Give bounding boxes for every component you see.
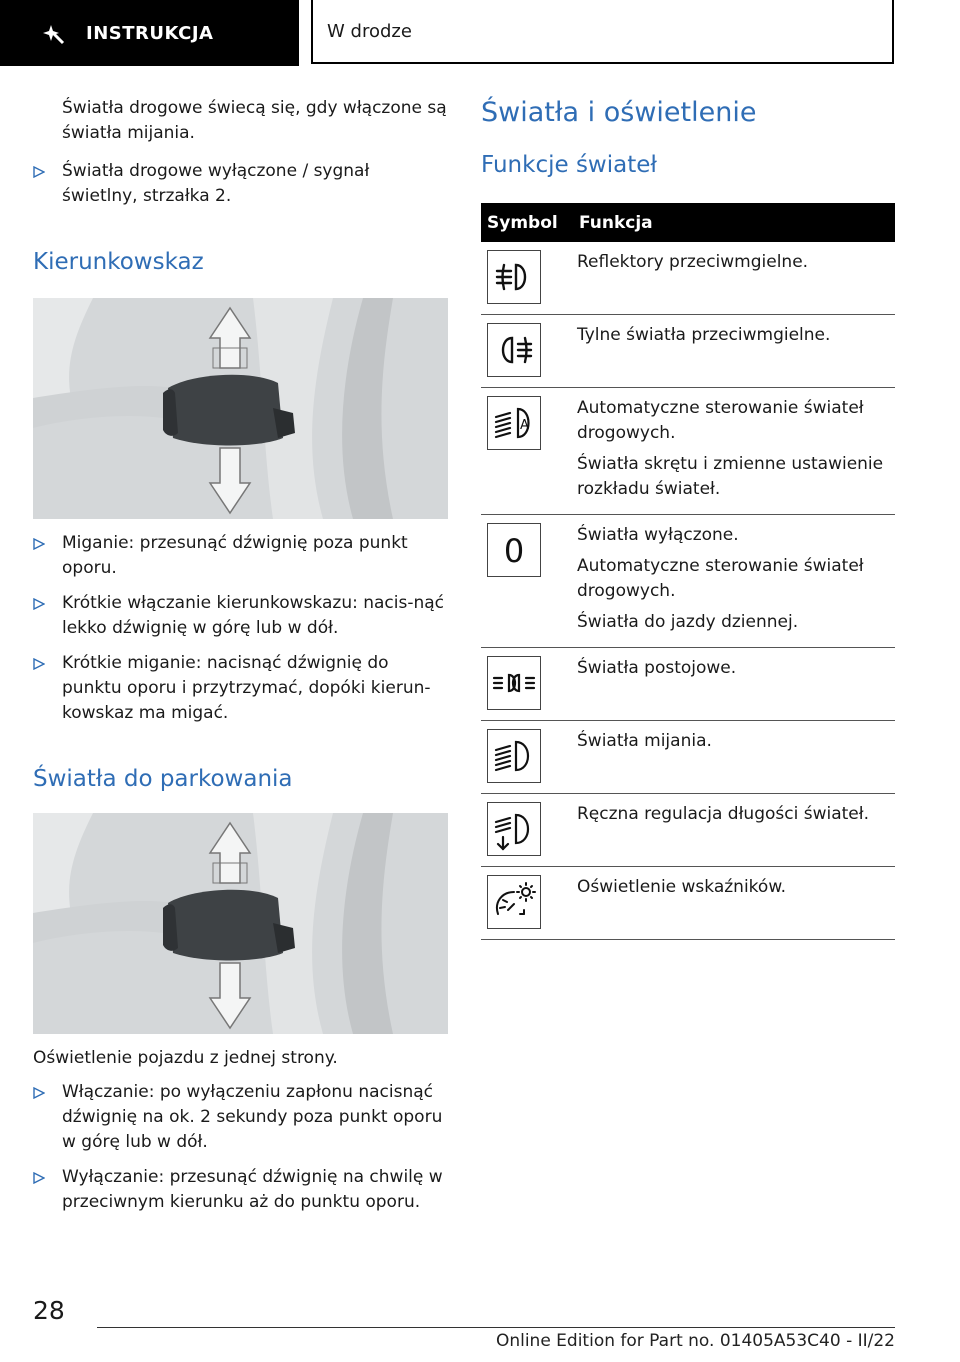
bullet-triangle-icon xyxy=(33,538,45,550)
function-cell: Światła mijania. xyxy=(571,721,895,794)
rear-fog-light-icon xyxy=(487,323,541,377)
svg-text:A: A xyxy=(520,418,529,433)
table-row xyxy=(481,794,895,867)
bullet-triangle-icon xyxy=(33,166,45,178)
function-cell: Światła postojowe. xyxy=(571,648,895,721)
lights-title: Światła i oświetlenie xyxy=(481,97,757,128)
column-header-symbol: Symbol xyxy=(481,203,571,242)
intro-text: Światła drogowe świecą się, gdy włączone są światła mijania. xyxy=(62,98,447,143)
function-cell: Oświetlenie wskaźników. xyxy=(571,867,895,940)
list-item xyxy=(33,1165,448,1215)
header-section-tab xyxy=(311,0,894,64)
lights-functions-subtitle: Funkcje świateł xyxy=(481,152,657,178)
table-row xyxy=(481,388,895,515)
list-item xyxy=(33,531,448,581)
parking-lights-heading: Światła do parkowania xyxy=(33,766,293,792)
right-column xyxy=(481,96,895,940)
list-item-text: Wyłączanie: przesunąć dźwignię na chwilę w przeciwnym kierunku aż do punktu oporu. xyxy=(62,1167,443,1212)
table-header-row xyxy=(481,203,895,242)
bullet-triangle-icon xyxy=(33,1172,45,1184)
list-item-text: Włączanie: po wyłączeniu zapłonu nacisnąć dźwignię na ok. 2 sekundy poza punkt oporu w górę lub w dół. xyxy=(62,1082,443,1152)
left-column xyxy=(33,96,448,1215)
function-cell: Tylne światła przeciwmgielne. xyxy=(571,315,895,388)
list-item-text: Światła drogowe wyłączone / sygnał świetlny, strzałka 2. xyxy=(62,161,370,206)
table-row xyxy=(481,242,895,315)
lights-off-icon xyxy=(487,523,541,577)
turn-signal-heading: Kierunkowskaz xyxy=(33,249,204,275)
function-cell: Reflektory przeciwmgielne. xyxy=(571,242,895,315)
bullet-triangle-icon xyxy=(33,1087,45,1099)
bullet-triangle-icon xyxy=(33,598,45,610)
list-item xyxy=(33,159,448,209)
page-number: 28 xyxy=(33,1296,65,1325)
list-item xyxy=(33,591,448,641)
parking-text: Oświetlenie pojazdu z jednej strony. xyxy=(33,1048,338,1068)
list-item-text: Miganie: przesunąć dźwignię poza punkt oporu. xyxy=(62,533,408,578)
header-manual-tab xyxy=(0,0,299,66)
list-item-text: Krótkie włączanie kierunkowskazu: nacis-nąć lekko dźwignię w górę lub w dół. xyxy=(62,593,445,638)
list-item xyxy=(33,1080,448,1155)
bullet-triangle-icon xyxy=(33,658,45,670)
section-title: W drodze xyxy=(327,20,412,42)
front-fog-light-icon xyxy=(487,250,541,304)
column-header-function: Funkcja xyxy=(571,203,895,242)
parking-lever-image xyxy=(33,813,448,1034)
table-row xyxy=(481,648,895,721)
auto-headlight-icon xyxy=(487,396,541,450)
function-cell: Automatyczne sterowanie świateł drogowych. Światła skrętu i zmienne ustawienie rozkładu świateł. xyxy=(571,388,895,515)
list-item-text: Krótkie miganie: nacisnąć dźwignię do punktu oporu i przytrzymać, dopóki kierun-kowskaz ma migać. xyxy=(62,653,431,723)
function-cell: Ręczna regulacja długości świateł. xyxy=(571,794,895,867)
instrument-lighting-icon xyxy=(487,875,541,929)
table-row xyxy=(481,721,895,794)
manual-title: INSTRUKCJA xyxy=(86,22,214,44)
function-cell: Światła wyłączone. Automatyczne sterowanie świateł drogowych. Światła do jazdy dziennej. xyxy=(571,515,895,648)
headlight-range-icon xyxy=(487,802,541,856)
table-row xyxy=(481,867,895,940)
svg-text:0: 0 xyxy=(503,532,525,570)
sparkle-icon xyxy=(40,20,66,46)
turn-signal-lever-image xyxy=(33,298,448,519)
lights-functions-table xyxy=(481,203,895,940)
footer-divider xyxy=(97,1327,895,1328)
low-beam-icon xyxy=(487,729,541,783)
table-row xyxy=(481,315,895,388)
table-row xyxy=(481,515,895,648)
parking-light-icon xyxy=(487,656,541,710)
edition-text: Online Edition for Part no. 01405A53C40 - II/22 xyxy=(495,1331,895,1351)
list-item xyxy=(33,651,448,726)
